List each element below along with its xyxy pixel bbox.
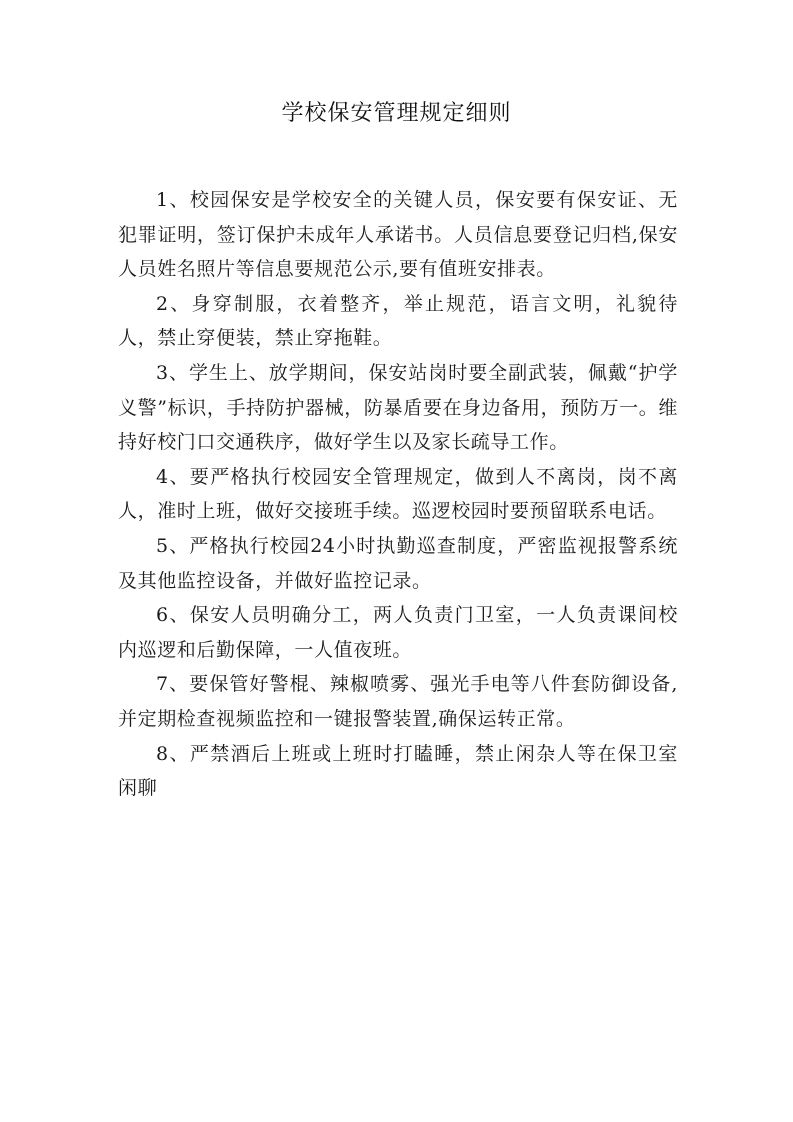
paragraph-3: 3、学生上、放学期间，保安站岗时要全副武装，佩戴“护学义警”标识，手持防护器械，防暴盾要在身边备用，预防万一。维持好校门口交通秩序，做好学生以及家长疏导工作。 [118,361,678,454]
paragraph-6: 6、保安人员明确分工，两人负责门卫室，一人负责课间校内巡逻和后勤保障，一人值夜班。 [118,604,678,661]
paragraph-8: 8、严禁酒后上班或上班时打瞌睡，禁止闲杂人等在保卫室闲聊 [118,742,678,800]
paragraph-4: 4、要严格执行校园安全管理规定，做到人不离岗，岗不离人，准时上班，做好交接班手续。巡逻校园时要预留联系电话。 [118,465,678,523]
paragraph-2: 2、身穿制服，衣着整齐，举止规范，语言文明，礼貌待人，禁止穿便装，禁止穿拖鞋。 [118,292,678,350]
document-body [118,183,678,806]
paragraph-7: 7、要保管好警棍、辣椒喷雾、强光手电等八件套防御设备,并定期检查视频监控和一键报警装置,确保运转正常。 [118,673,678,730]
document-title: 学校保安管理规定细则 [281,101,512,126]
paragraph-5: 5、严格执行校园24小时执勤巡查制度，严密监视报警系统及其他监控设备，并做好监控记录。 [118,534,678,592]
paragraph-1: 1、校园保安是学校安全的关键人员，保安要有保安证、无犯罪证明，签订保护未成年人承诺书。人员信息要登记归档,保安人员姓名照片等信息要规范公示,要有值班安排表。 [118,189,678,281]
